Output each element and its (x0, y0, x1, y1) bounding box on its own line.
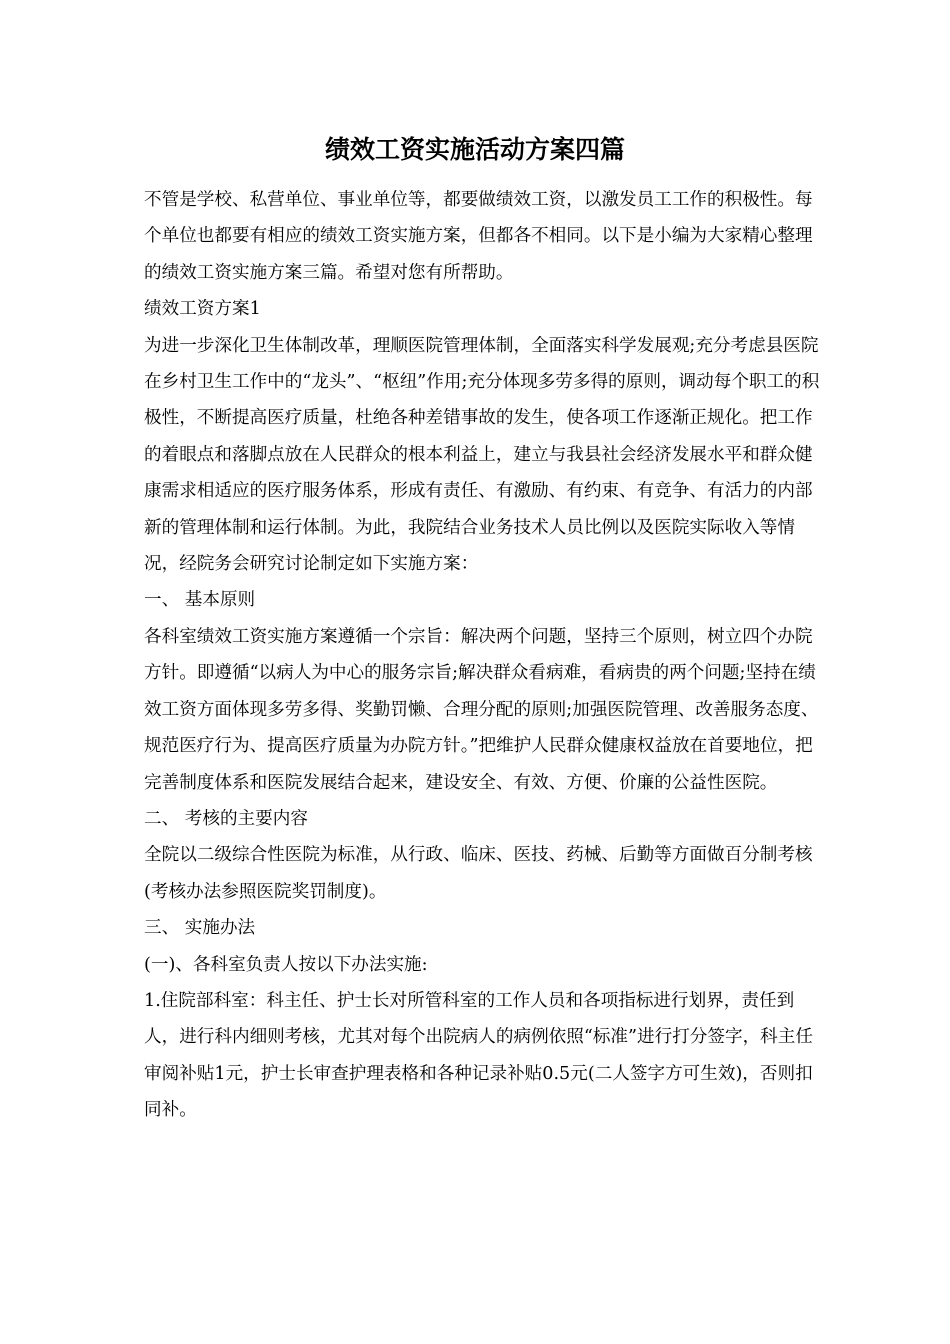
body-paragraph: 全院以二级综合性医院为标准，从行政、临床、医技、药械、后勤等方面做百分制考核(考核办法参照医院奖罚制度)。 (144, 845, 813, 902)
document-title: 绩效工资实施活动方案四篇 (324, 135, 625, 164)
body-paragraph: 为进一步深化卫生体制改革，理顺医院管理体制，全面落实科学发展观;充分考虑县医院在乡村卫生工作中的“龙头”、“枢纽”作用;充分体现多劳多得的原则，调动每个职工的积极性，不断提高医疗质量，杜绝各种差错事故的发生，使各项工作逐渐正规化。把工作的着眼点和落脚点放在人民群众的根本利益上，建立与我县社会经济发展水平和群众健康需求相适应的医疗服务体系，形成有责任、有激励、有约束、有竞争、有活力的内部新的管理体制和运行体制。为此，我院结合业务技术人员比例以及医院实际收入等情况，经院务会研究讨论制定如下实施方案： (144, 335, 820, 575)
section-heading: 三、 实施办法 (144, 918, 256, 939)
section-heading: 二、 考核的主要内容 (144, 808, 308, 829)
document-body (144, 182, 826, 1129)
intro-paragraph: 不管是学校、私营单位、事业单位等，都要做绩效工资，以激发员工工作的积极性。每个单位也都要有相应的绩效工资实施方案，但都各不相同。以下是小编为大家精心整理的绩效工资实施方案三篇。希望对您有所帮助。 (144, 190, 813, 283)
section-heading: 绩效工资方案1 (144, 299, 261, 320)
body-paragraph: 各科室绩效工资实施方案遵循一个宗旨：解决两个问题，坚持三个原则，树立四个办院方针。即遵循“以病人为中心的服务宗旨;解决群众看病难，看病贵的两个问题;坚持在绩效工资方面体现多劳多得、奖勤罚懒、合理分配的原则;加强医院管理、改善服务态度、规范医疗行为、提高医疗质量为办院方针。”把维护人民群众健康权益放在首要地位，把完善制度体系和医院发展结合起来，建设安全、有效、方便、价廉的公益性医院。 (144, 626, 819, 793)
subsection-heading: (一)、各科室负责人按以下办法实施: (144, 954, 428, 975)
body-paragraph: 1.住院部科室：科主任、护士长对所管科室的工作人员和各项指标进行划界，责任到人，进行科内细则考核，尤其对每个出院病人的病例依照“标准”进行打分签字，科主任审阅补贴1元，护士长审查护理表格和各种记录补贴0.5元(二人签字方可生效)，否则扣同补。 (144, 990, 813, 1121)
section-heading: 一、 基本原则 (144, 590, 256, 611)
